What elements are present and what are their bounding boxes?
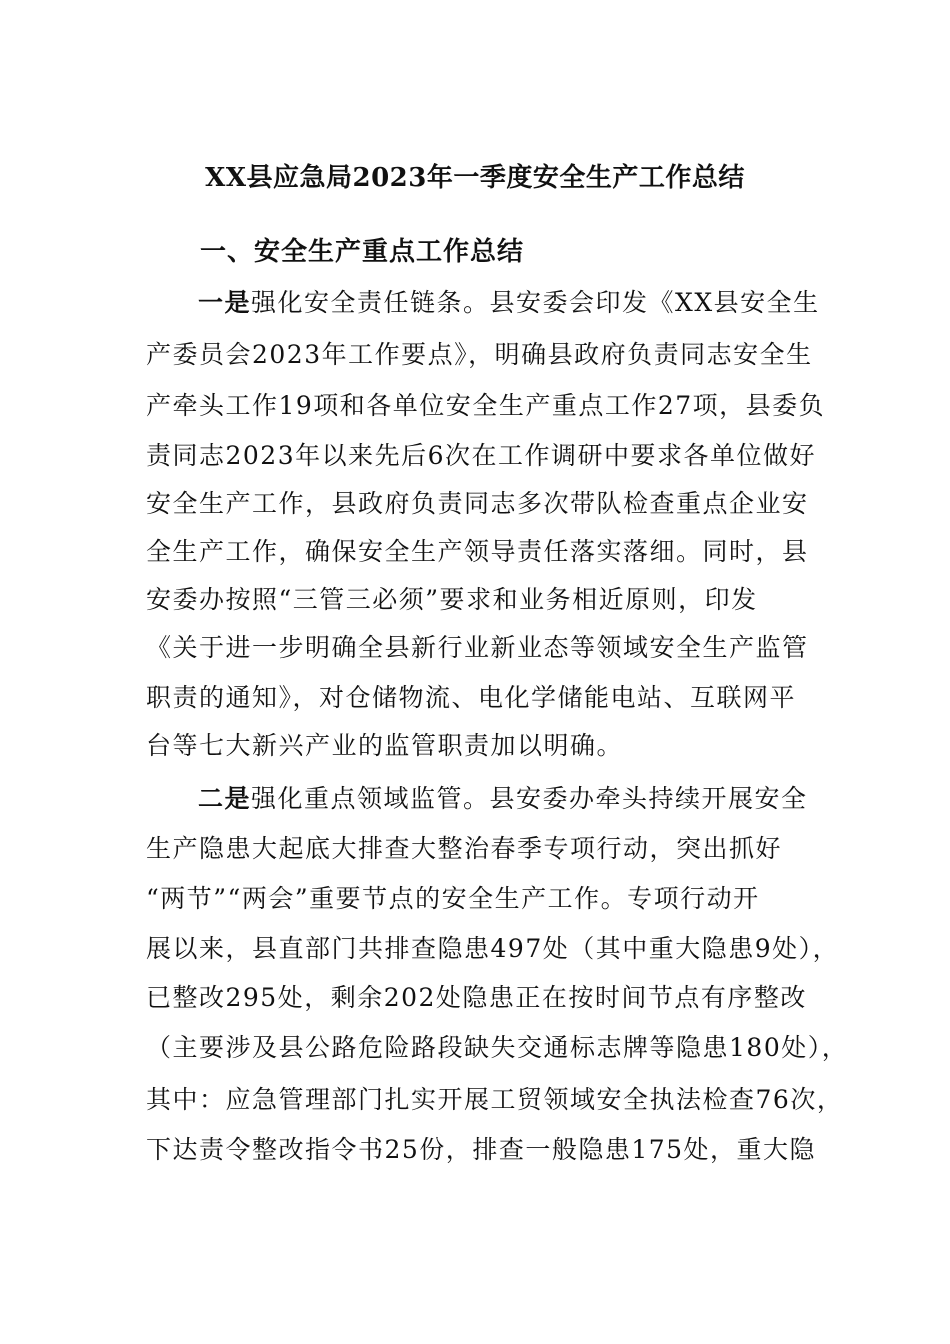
paragraph-line: 安委办按照“三管三必须”要求和业务相近原则，印发: [146, 585, 758, 614]
document-title: XX县应急局2023年一季度安全生产工作总结: [205, 163, 745, 193]
paragraph-line: 全生产工作，确保安全生产领导责任落实落细。同时，县: [146, 537, 809, 566]
paragraph-line-text: 强化安全责任链条。县安委会印发《XX县安全生: [251, 288, 820, 317]
paragraph-line: 产委员会2023年工作要点》，明确县政府负责同志安全生: [146, 340, 813, 369]
paragraph-line: 《关于进一步明确全县新行业新业态等领域安全生产监管: [146, 633, 809, 662]
paragraph-line: 台等七大新兴产业的监管职责加以明确。: [146, 731, 624, 760]
paragraph-lead: 二是: [198, 784, 252, 813]
paragraph-line: 下达责令整改指令书25份，排查一般隐患175处，重大隐: [146, 1135, 817, 1164]
paragraph-line: 展以来，县直部门共排查隐患497处（其中重大隐患9处），: [146, 934, 840, 963]
paragraph-line: （主要涉及县公路危险路段缺失交通标志牌等隐患180处），: [146, 1033, 849, 1062]
paragraph-line: 生产隐患大起底大排查大整治春季专项行动，突出抓好: [146, 834, 783, 863]
paragraph-line: [198, 779, 808, 819]
paragraph-line: 已整改295处，剩余202处隐患正在按时间节点有序整改: [146, 983, 807, 1012]
paragraph-line: “两节”“两会”重要节点的安全生产工作。专项行动开: [146, 884, 760, 913]
section-heading: 一、安全生产重点工作总结: [200, 237, 525, 267]
paragraph-line: [198, 283, 820, 323]
paragraph-line-text: 强化重点领域监管。县安委办牵头持续开展安全: [251, 784, 808, 813]
paragraph-line: 安全生产工作，县政府负责同志多次带队检查重点企业安: [146, 489, 809, 518]
paragraph-lead: 一是: [198, 288, 252, 317]
paragraph-line: 责同志2023年以来先后6次在工作调研中要求各单位做好: [146, 441, 817, 470]
paragraph-line: 其中：应急管理部门扎实开展工贸领域安全执法检查76次，: [146, 1085, 844, 1114]
paragraph-line: 职责的通知》，对仓储物流、电化学储能电站、互联网平: [146, 683, 797, 712]
paragraph-line: 产牵头工作19项和各单位安全生产重点工作27项，县委负: [146, 391, 826, 420]
